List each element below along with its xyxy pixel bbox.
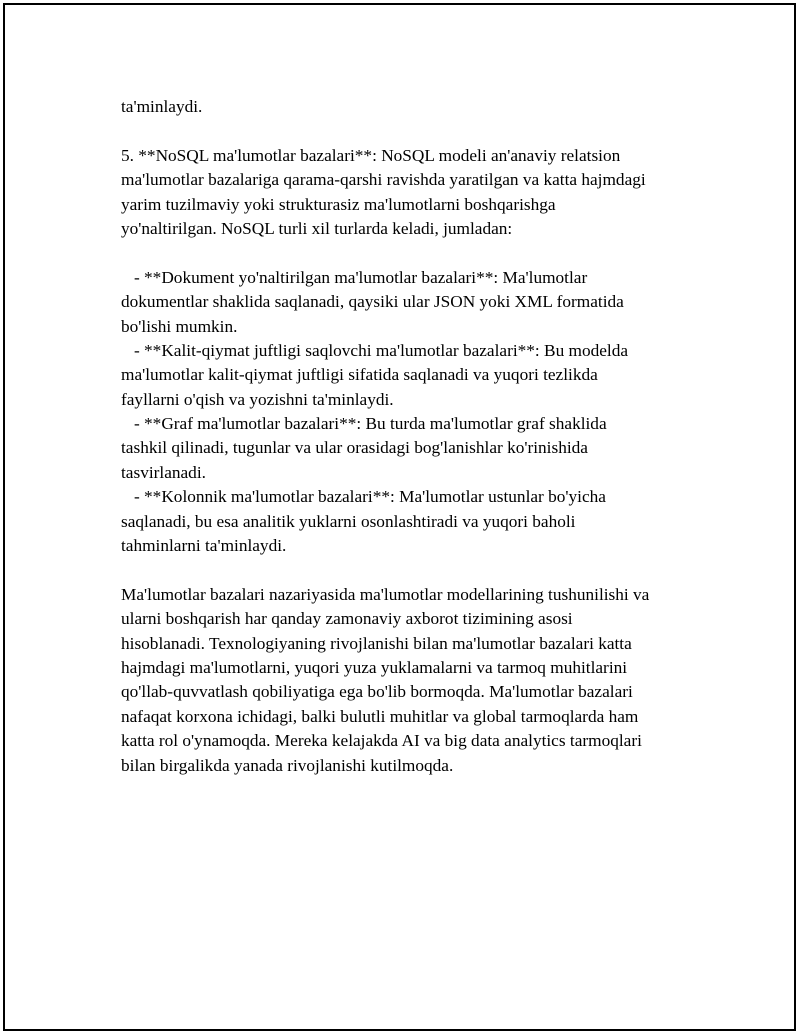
text-line: - **Graf ma'lumotlar bazalari**: Bu turda ma'lumotlar graf shaklida: [121, 414, 607, 434]
subitem-graph-db: [121, 412, 711, 485]
text-line: 5. **NoSQL ma'lumotlar bazalari**: NoSQL modeli an'anaviy relatsion: [121, 145, 621, 165]
text-line: yarim tuzilmaviy yoki strukturasiz ma'lumotlarni boshqarishga: [121, 194, 556, 214]
continuation-paragraph: [121, 95, 711, 119]
subitem-key-value-db: [121, 339, 711, 412]
paragraph-spacer: [121, 241, 711, 265]
text-line: hajmdagi ma'lumotlarni, yuqori yuza yuklamalarni va tarmoq muhitlarini: [121, 657, 628, 677]
text-line: katta rol o'ynamoqda. Mereka kelajakda AI va big data analytics tarmoqlari: [121, 731, 642, 751]
text-line: nafaqat korxona ichidagi, balki bulutli muhitlar va global tarmoqlarda ham: [121, 706, 639, 726]
document-page: [3, 3, 796, 1031]
text-line: tahminlarni ta'minlaydi.: [121, 536, 287, 556]
subitem-columnar-db: [121, 485, 711, 558]
text-line: tasvirlanadi.: [121, 462, 206, 482]
text-line: - **Kolonnik ma'lumotlar bazalari**: Ma'lumotlar ustunlar bo'yicha: [121, 487, 606, 507]
text-line: dokumentlar shaklida saqlanadi, qaysiki ular JSON yoki XML formatida: [121, 292, 624, 312]
text-line: saqlanadi, bu esa analitik yuklarni osonlashtiradi va yuqori baholi: [121, 511, 576, 531]
text-line: fayllarni o'qish va yozishni ta'minlaydi.: [121, 389, 394, 409]
page-content: [121, 95, 711, 778]
text-line: ma'lumotlar bazalariga qarama-qarshi ravishda yaratilgan va katta hajmdagi: [121, 170, 646, 190]
text-line: ta'minlaydi.: [121, 97, 203, 116]
text-line: ma'lumotlar kalit-qiymat juftligi sifatida saqlanadi va yuqori tezlikda: [121, 365, 598, 385]
paragraph-spacer: [121, 558, 711, 582]
text-line: Ma'lumotlar bazalari nazariyasida ma'lumotlar modellarining tushunilishi va: [121, 584, 650, 604]
text-line: qo'llab-quvvatlash qobiliyatiga ega bo'lib bormoqda. Ma'lumotlar bazalari: [121, 682, 633, 702]
conclusion-paragraph: [121, 583, 711, 778]
nosql-item-paragraph: [121, 144, 711, 242]
text-line: yo'naltirilgan. NoSQL turli xil turlarda keladi, jumladan:: [121, 218, 513, 238]
text-line: ularni boshqarish har qanday zamonaviy axborot tizimining asosi: [121, 609, 573, 629]
text-line: bilan birgalikda yanada rivojlanishi kutilmoqda.: [121, 755, 454, 775]
text-line: - **Dokument yo'naltirilgan ma'lumotlar bazalari**: Ma'lumotlar: [121, 267, 588, 287]
text-line: - **Kalit-qiymat juftligi saqlovchi ma'lumotlar bazalari**: Bu modelda: [121, 340, 629, 360]
text-line: hisoblanadi. Texnologiyaning rivojlanishi bilan ma'lumotlar bazalari katta: [121, 633, 632, 653]
paragraph-spacer: [121, 119, 711, 143]
text-line: tashkil qilinadi, tugunlar va ular orasidagi bog'lanishlar ko'rinishida: [121, 438, 588, 458]
subitem-document-db: [121, 266, 711, 339]
text-line: bo'lishi mumkin.: [121, 316, 238, 336]
